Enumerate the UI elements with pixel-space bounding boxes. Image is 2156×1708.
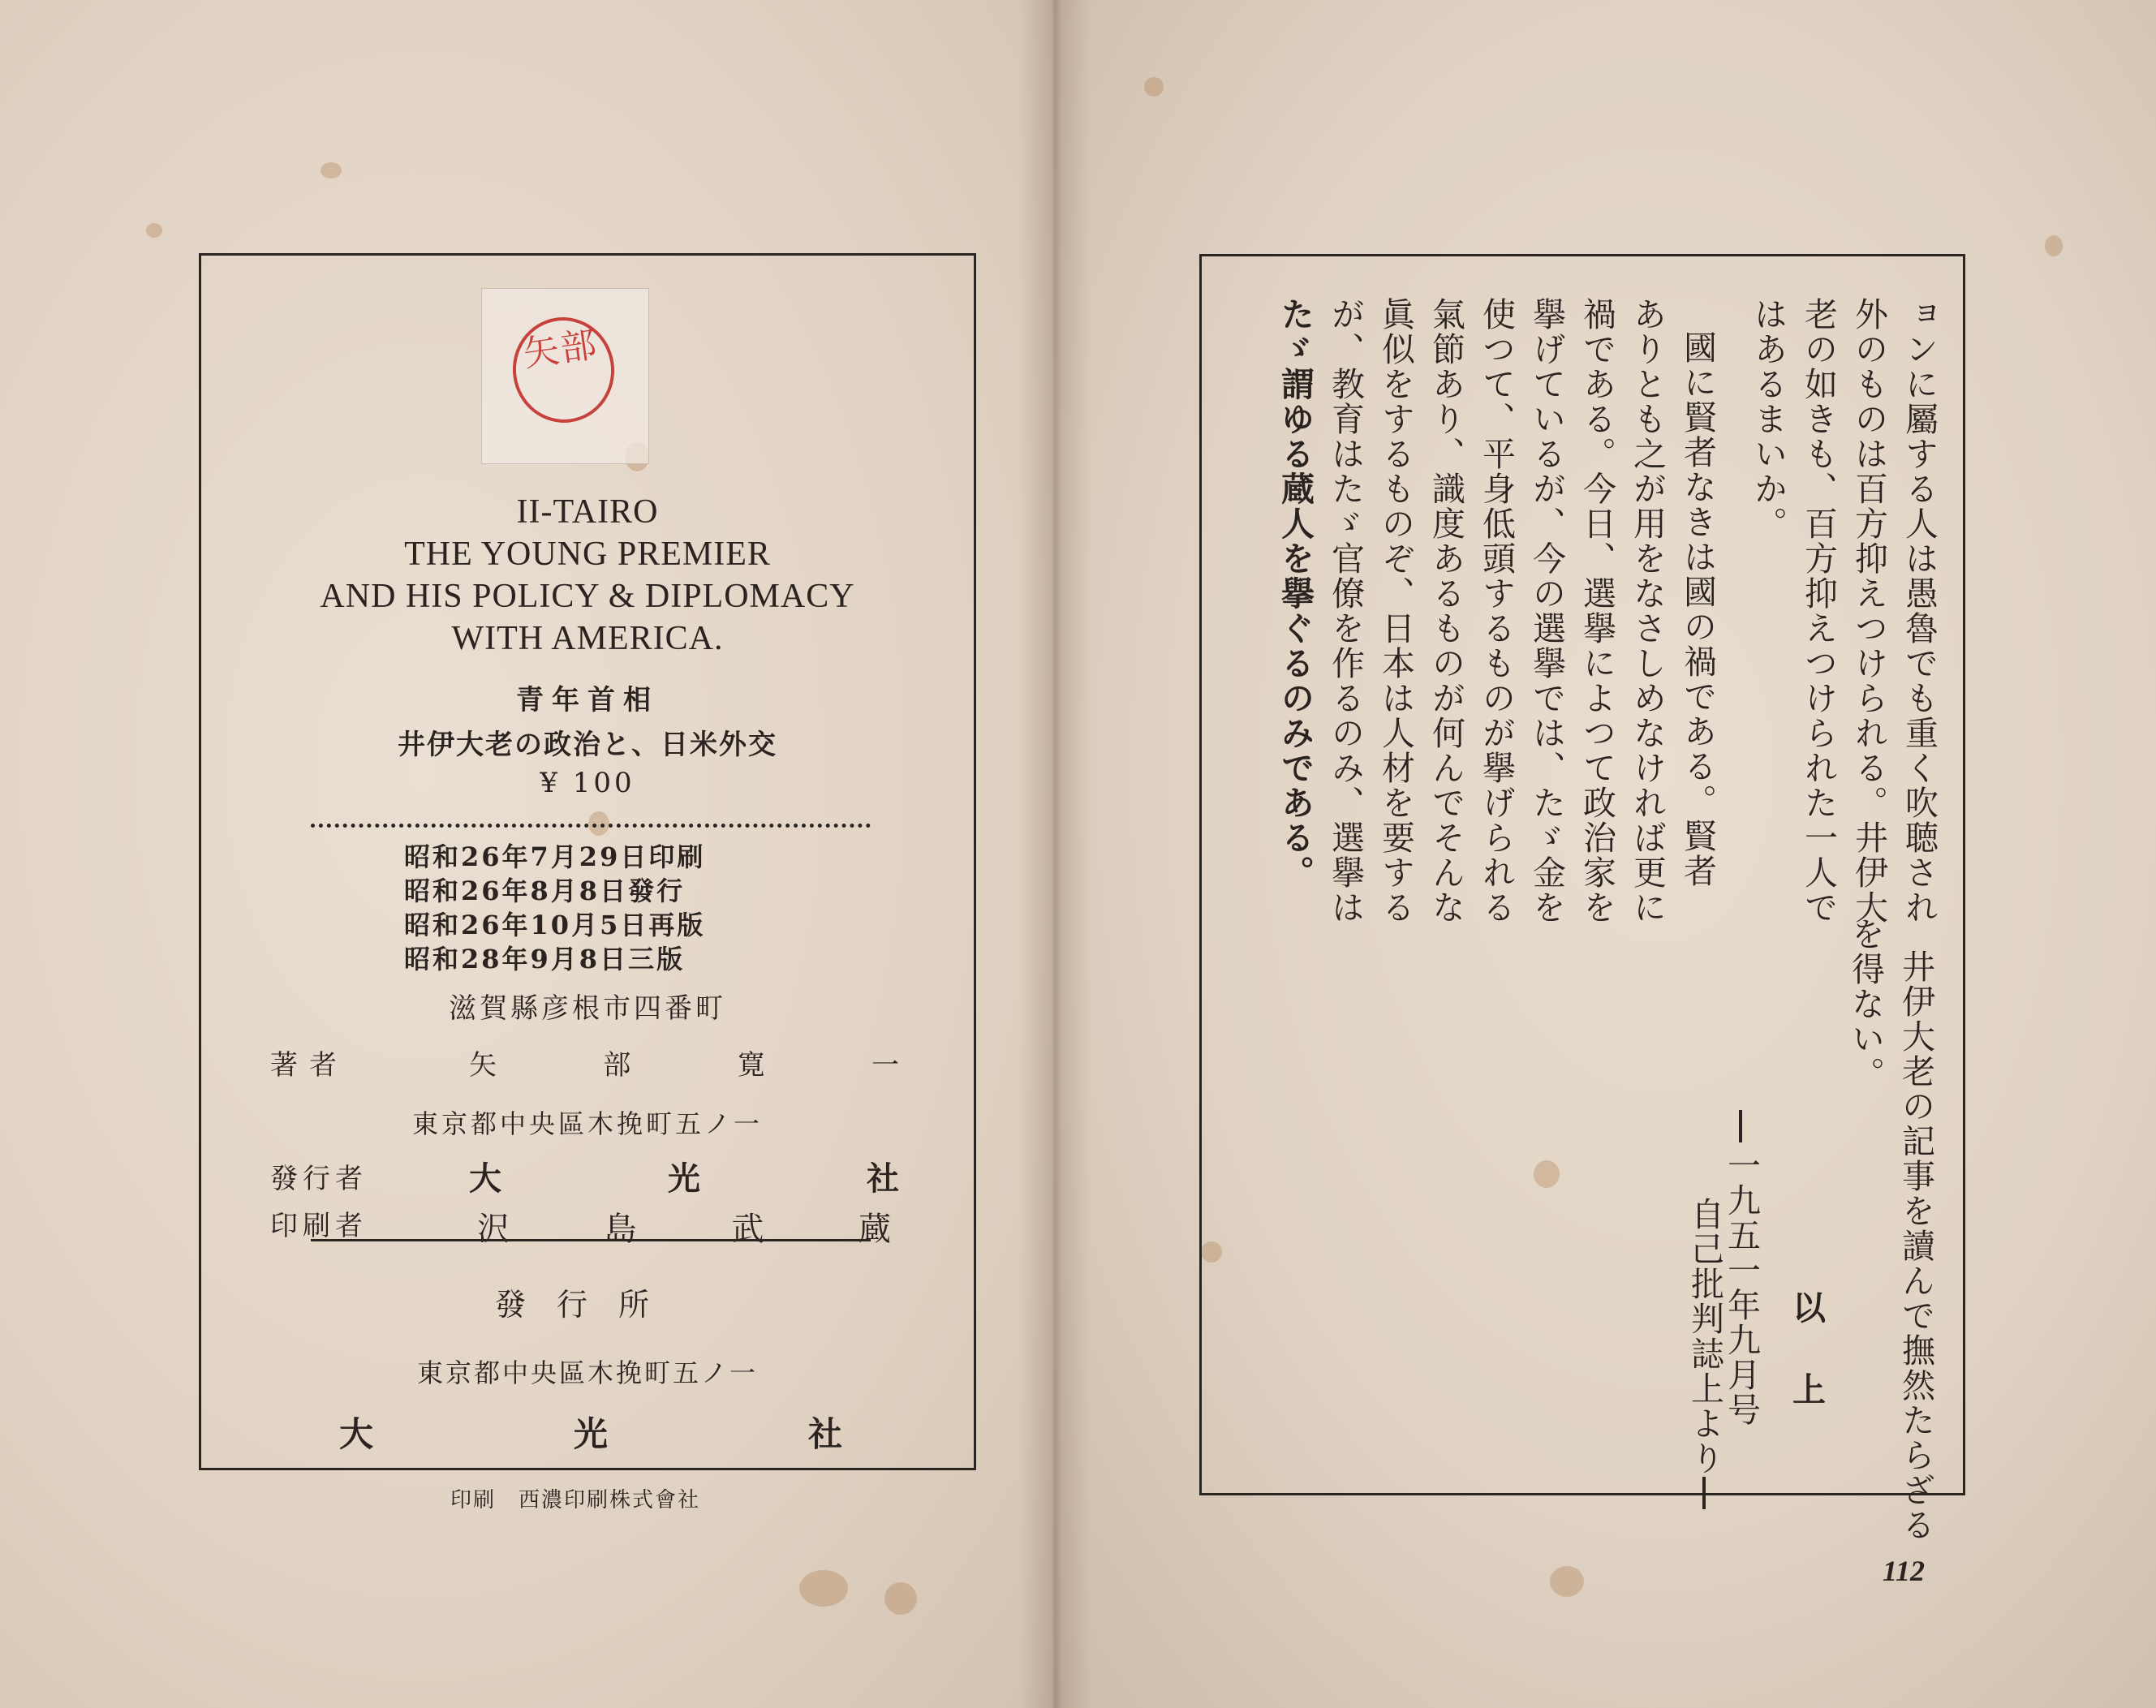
closing-column: を得ない。 [1846,917,1885,1091]
english-title [201,491,974,660]
text-column: 使つて、平身低頭するものが擧げられる [1477,297,1516,925]
text-column: 氣節あり、識度あるものが何んでそんな [1427,297,1465,925]
issuer-address: 東京都中央區木挽町五ノ一 [416,1357,758,1388]
english-title-line: AND HIS POLICY & DIPLOMACY [320,578,855,615]
date-line: 昭和28年9月8日三版 [404,944,686,974]
author-name: 矢 部 寛 一 [469,1049,899,1082]
text-column: 國に賢者なきは國の禍である。賢者 [1678,330,1717,888]
author-address: 滋賀縣彦根市四番町 [449,992,726,1025]
text-column: 眞似をするものぞ、日本は人材を要する [1376,297,1415,925]
printer-name: 沢 島 武 蔵 [477,1211,891,1248]
page-number: 112 [1883,1555,1926,1587]
publisher-role: 發行者 [270,1163,368,1195]
print-company: 印刷 西濃印刷株式會社 [450,1488,701,1512]
printer-role: 印刷者 [270,1210,368,1242]
publisher-address: 東京都中央區木挽町五ノ一 [411,1108,763,1139]
english-title-line: WITH AMERICA. [451,620,724,657]
left-page [0,0,1055,1708]
price: ¥ 100 [540,767,635,799]
publication-dates [404,840,705,976]
colophon-box [199,253,976,1470]
text-column: が、教育はたゞ官僚を作るのみ、選擧は [1326,297,1365,925]
seal-stamp [481,288,649,464]
dash-mark [1739,1110,1742,1142]
issuer-name: 大 光 社 [339,1414,842,1454]
author-seal-icon: 矢部 [506,311,622,429]
date-line: 昭和26年7月29日印刷 [404,841,706,872]
text-column: ありとも之が用をなさしめなければ更に [1628,297,1667,925]
text-column: 外のものは百方抑えつけられる。井伊大 [1849,297,1888,925]
book-gutter [1018,0,1091,1708]
source-date: 一九五一年九月号 [1722,1148,1761,1427]
english-title-line: THE YOUNG PREMIER [404,536,771,573]
text-column: たゞ謂ゆる蔵人を擧ぐるのみである。 [1276,297,1315,890]
text-column: ョンに屬する人は愚魯でも重く吹聴され [1900,297,1939,925]
english-title-line: II-TAIRO [516,493,659,531]
author-role: 著者 [270,1049,348,1082]
solid-divider [311,1239,871,1241]
ijo-mark: 以上 [1787,1290,1826,1454]
source-name: 自己批判誌上より [1685,1197,1724,1476]
closing-column: 井伊大老の記事を讀んで撫然たらざる [1896,949,1935,1542]
right-text-box [1199,254,1965,1495]
dash-mark [1702,1477,1706,1509]
text-column: はあるまいか。 [1749,297,1788,541]
japanese-subtitle: 井伊大老の政治と、日米外交 [398,729,777,761]
dotted-divider [311,824,871,828]
date-line: 昭和26年10月5日再版 [404,910,706,940]
date-line: 昭和26年8月8日發行 [404,876,686,906]
publisher-name: 大 光 社 [469,1159,899,1198]
text-column: 禍である。今日、選擧によつて政治家を [1577,297,1616,925]
issuer-heading: 發行所 [494,1287,680,1323]
text-column: 擧げているが、今の選擧では、たゞ金を [1527,297,1566,925]
japanese-title: 青年首相 [516,684,659,716]
text-column: 老の如きも、百方抑えつけられた一人で [1799,297,1838,925]
